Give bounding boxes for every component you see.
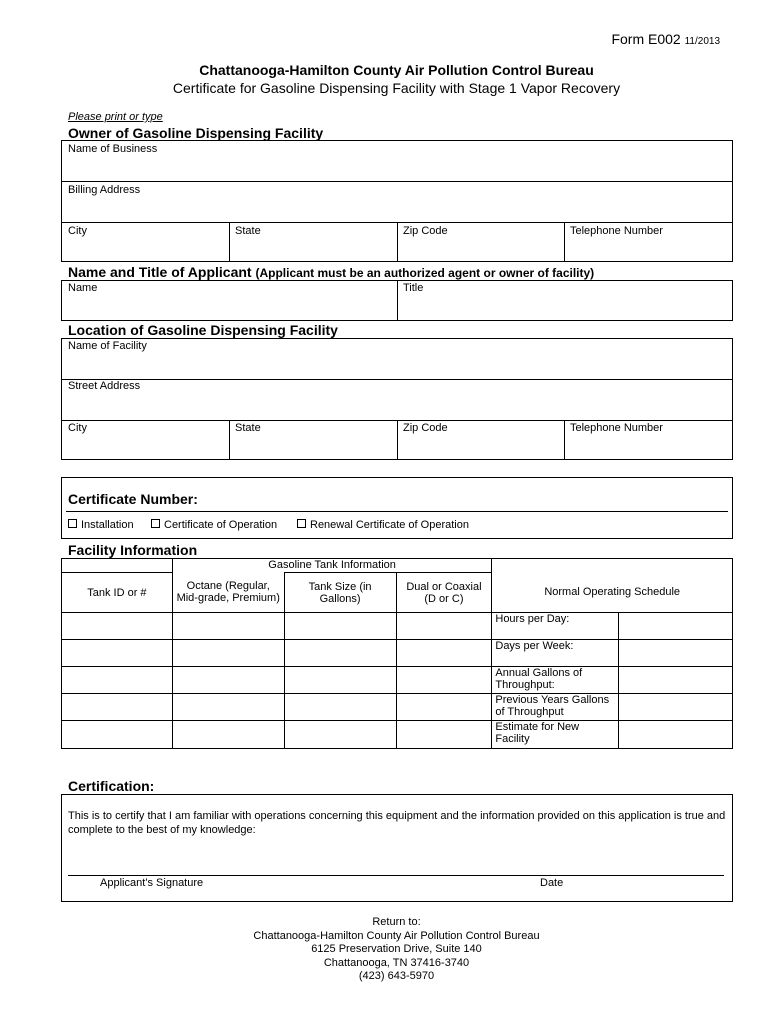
owner-heading: Owner of Gasoline Dispensing Facility [68,125,324,141]
tank-id-cell[interactable] [62,694,173,721]
tank-id-cell[interactable] [62,721,173,749]
octane-cell[interactable] [172,721,284,749]
location-heading: Location of Gasoline Dispensing Facility [68,322,338,338]
option-renewal[interactable] [297,519,469,531]
return-address-line1: 6125 Preservation Drive, Suite 140 [311,943,482,955]
tank-size-cell[interactable] [284,640,396,667]
dual-coaxial-cell[interactable] [396,721,492,749]
tank-id-cell[interactable] [62,640,173,667]
applicant-box [61,280,733,321]
applicant-heading-text: Name and Title of Applicant [68,264,252,280]
signature-label: Applicant’s Signature [100,877,204,889]
option-certificate-of-operation[interactable] [151,519,277,531]
instruction-text: Please print or type [68,111,163,123]
schedule-label: Annual Gallons of Throughput: [492,667,619,694]
tank-size-cell[interactable] [284,694,396,721]
street-address-field[interactable]: Street Address [68,380,141,392]
date-label: Date [540,877,564,889]
col-dual-coaxial: Dual or Coaxial (D or C) [396,573,492,613]
option-certificate-of-operation-label: Certificate of Operation [164,519,278,531]
billing-address-field[interactable]: Billing Address [68,184,141,196]
dual-coaxial-cell[interactable] [396,640,492,667]
tank-size-cell[interactable] [284,667,396,694]
name-of-business-field[interactable]: Name of Business [68,143,158,155]
table-row [62,640,733,667]
location-city-field[interactable]: City [68,422,87,434]
tank-info-group-header: Gasoline Tank Information [172,559,492,573]
checkbox-icon[interactable] [68,519,77,528]
checkbox-icon[interactable] [297,519,306,528]
tank-size-cell[interactable] [284,721,396,749]
tank-size-cell[interactable] [284,613,396,640]
dual-coaxial-cell[interactable] [396,613,492,640]
hours-per-day-input[interactable] [619,613,733,640]
schedule-label: Previous Years Gallons of Throughput [492,694,619,721]
owner-box [61,140,733,262]
facility-table [61,558,733,749]
form-number [611,31,720,47]
dual-coaxial-cell[interactable] [396,694,492,721]
facility-heading: Facility Information [68,542,198,558]
applicant-title-field[interactable]: Title [403,282,424,294]
col-tank-id: Tank ID or # [62,573,173,613]
octane-cell[interactable] [172,694,284,721]
certification-heading: Certification: [68,778,155,794]
days-per-week-input[interactable] [619,640,733,667]
signature-line[interactable] [68,875,724,876]
location-zip-field[interactable]: Zip Code [403,422,448,434]
owner-zip-field[interactable]: Zip Code [403,225,448,237]
form-date: 11/2013 [684,36,720,47]
checkbox-icon[interactable] [151,519,160,528]
applicant-name-field[interactable]: Name [68,282,98,294]
octane-cell[interactable] [172,640,284,667]
col-tank-size: Tank Size (in Gallons) [284,573,396,613]
location-state-field[interactable]: State [235,422,261,434]
tank-id-cell[interactable] [62,613,173,640]
form-title: Certificate for Gasoline Dispensing Facility with Stage 1 Vapor Recovery [172,80,621,96]
table-row [62,721,733,749]
previous-years-input[interactable] [619,694,733,721]
owner-city-field[interactable]: City [68,225,87,237]
col-octane: Octane (Regular, Mid-grade, Premium) [172,573,284,613]
octane-cell[interactable] [172,613,284,640]
dual-coaxial-cell[interactable] [396,667,492,694]
applicant-note: (Applicant must be an authorized agent or owner of facility) [255,266,595,280]
agency-title: Chattanooga-Hamilton County Air Pollution Control Bureau [199,62,594,78]
option-installation-label: Installation [81,519,134,531]
form-number-text: Form E002 [611,31,681,47]
certification-box [61,794,733,902]
name-of-facility-field[interactable]: Name of Facility [68,340,147,352]
certificate-heading: Certificate Number: [68,491,198,507]
location-box [61,338,733,460]
schedule-label: Hours per Day: [492,613,619,640]
return-agency: Chattanooga-Hamilton County Air Pollution Control Bureau [253,929,540,942]
col-operating-schedule: Normal Operating Schedule [492,573,733,613]
owner-phone-field[interactable]: Telephone Number [570,225,663,237]
option-installation[interactable] [68,519,134,531]
table-row [62,694,733,721]
owner-state-field[interactable]: State [235,225,261,237]
location-phone-field[interactable]: Telephone Number [570,422,663,434]
certification-text: This is to certify that I am familiar with operations concerning this equipment and the information provided on this application is true and complete to the best of my knowledge: [68,810,726,836]
return-address-line2: Chattanooga, TN 37416-3740 [323,956,470,969]
return-phone: (423) 643-5970 [358,970,435,982]
tank-id-cell[interactable] [62,667,173,694]
option-renewal-label: Renewal Certificate of Operation [310,519,469,531]
schedule-label: Estimate for New Facility [492,721,619,749]
table-row [62,667,733,694]
applicant-heading [68,264,594,280]
table-row [62,613,733,640]
estimate-input[interactable] [619,721,733,749]
annual-gallons-input[interactable] [619,667,733,694]
octane-cell[interactable] [172,667,284,694]
return-to: Return to: [372,916,421,928]
return-address [0,916,770,984]
schedule-label: Days per Week: [492,640,619,667]
